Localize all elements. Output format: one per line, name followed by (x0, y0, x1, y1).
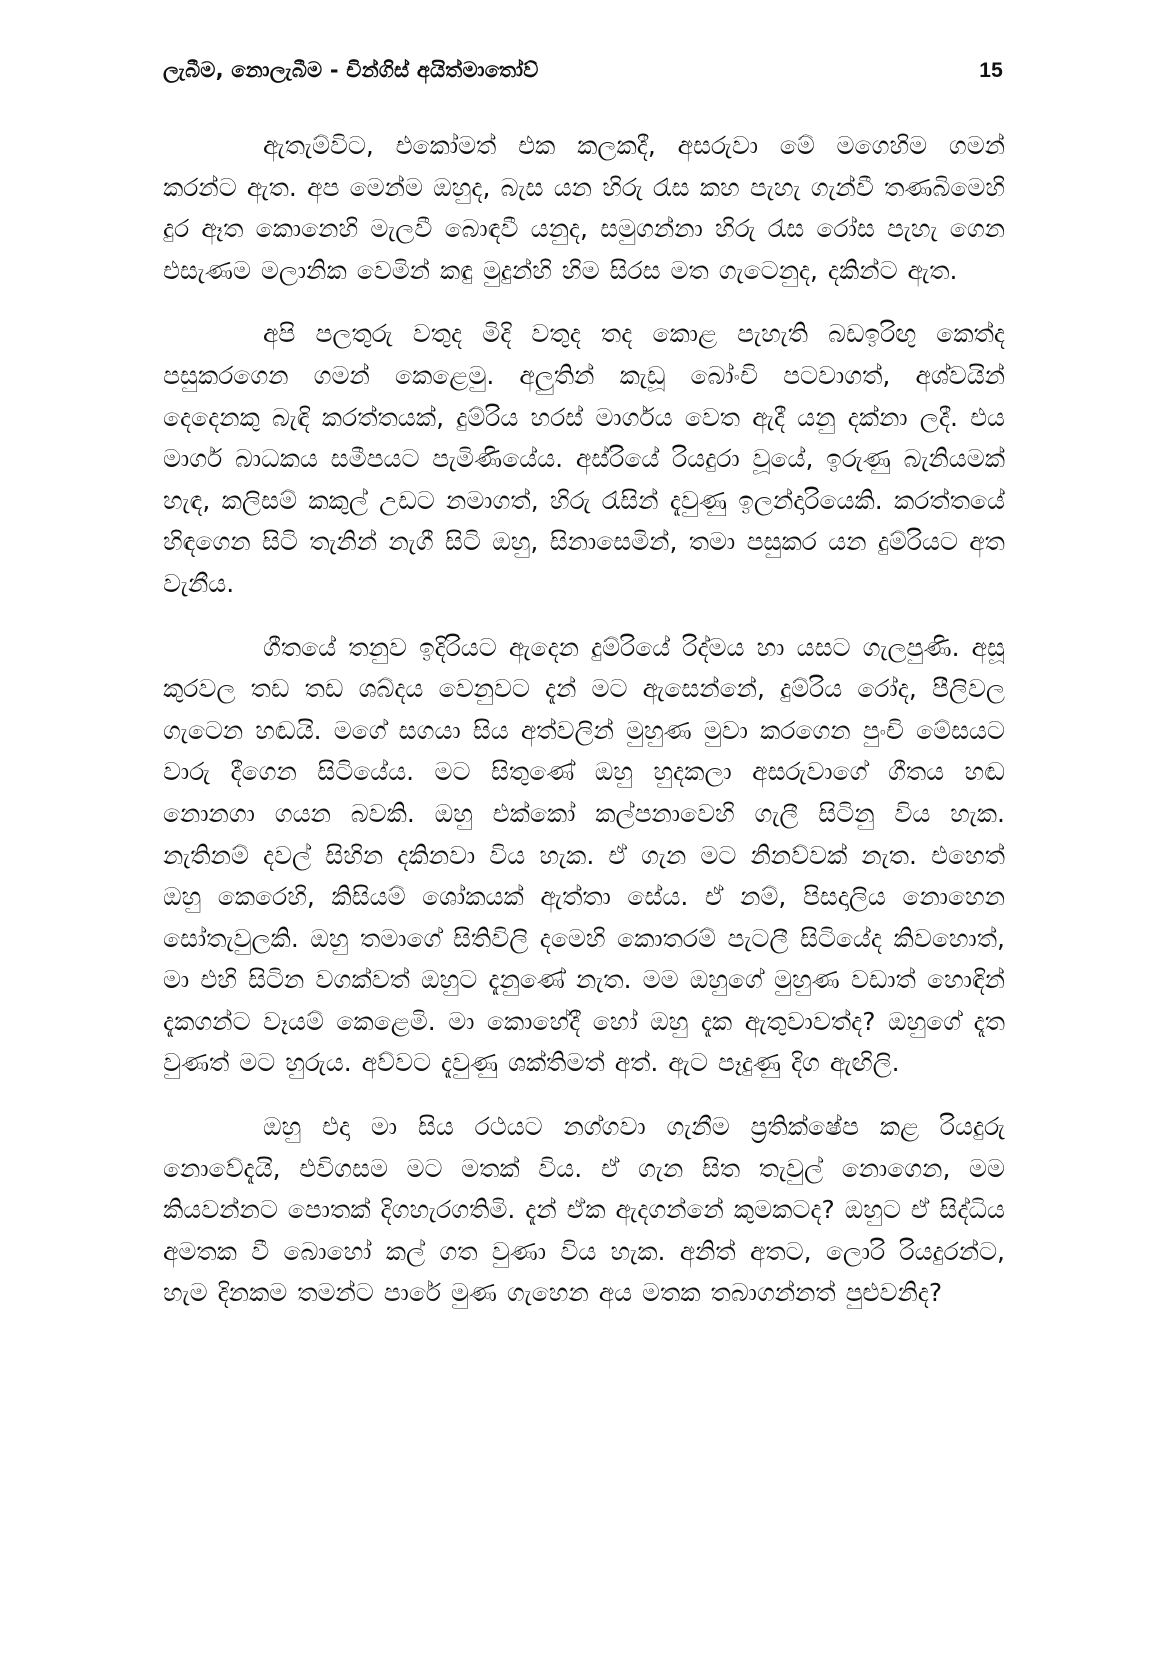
paragraph-1: ඇතැම්විට, එකෝමත් එක කලකදී, අසරුවා මේ මගෙහිම ගමන් කරන්ට ඇත. අප මෙන්ම ඔහුද, බැස යන හිරු රැස කහ පැහැ ගැන්වී තණබිමෙහි දුර ඈත කොනෙහි මැලවී බොඳවී යනුද, සමුගන්නා හිරු රැස රෝස පැහැ ගෙන එසැණම මලානික වෙමින් කඳු මුදුන්හි හිම සිරස මත ගැටෙනුද, දකින්ට ඇත. (163, 131, 1005, 285)
book-page (163, 58, 1005, 1314)
paragraph-2: අපි පලතුරු වතුද මිදි වතුද තද කොළ පැහැති බඩඉරිඟු කෙත්ද පසුකරගෙන ගමන් කෙළෙමු. අලුතින් කැඩූ බෝංචි පටවාගත්, අශ්වයින් දෙදෙනකු බැඳි කරත්තයක්, දුම්රිය හරස් මාර්ගය වෙත ඇදී යනු දක්නා ලදී. එය මාර්ග බාධකය සමීපයට පැමිණියේය. අස්රියේ රියදුරා වූයේ, ඉරුණු බැනියමක් හැඳ, කලිසම් කකුල් උඩට නමාගත්, හිරු රැසින් දැවුණු ඉලන්දාරියෙකි. කරත්තයේ හිඳගෙන සිටි තැනින් නැගී සිටි ඔහු, සිනාසෙමින්, තමා පසුකර යන දුම්රියට අත වැනීය. (163, 319, 1005, 598)
body-text (163, 125, 1005, 1314)
running-header (163, 58, 1005, 98)
paragraph-3: ගීතයේ තනුව ඉදිරියට ඇදෙන දුම්රියේ රිද්මය හා යසට ගැලපුණි. අසූ කුරවල තඩ තඩ ශබ්දය වෙනුවට දැන් මට ඇසෙන්නේ, දුම්රිය රෝද, පීලිවල ගැටෙන හඬයි. මගේ සගයා සිය අත්වලින් මුහුණ මුවා කරගෙන පුංචි මේසයට වාරු දීගෙන සිටියේය. මට සිතුණේ ඔහු හුදකලා අසරුවාගේ ගීතය හඬ නොනගා ගයන බවකි. ඔහු එක්කෝ කල්පනාවෙහි ගැලී සිටිනු විය හැක. නැතිනම් දවල් සිහින දකිනවා විය හැක. ඒ ගැන මට නිනව්වක් නැත. එහෙත් ඔහු කෙරෙහි, කිසියම් ශෝකයක් ඇත්තා සේය. ඒ නම්, පිසදාලිය නොහෙන සෝතැවුලකි. ඔහු තමාගේ සිතිවිලි දමෙහි කොතරම් පැටලී සිටියේද කිවහොත්, මා එහි සිටින වගක්වත් ඔහුට දැනුණේ නැත. මම ඔහුගේ මුහුණ වඩාත් හොඳින් දැකගන්ට වෑයම් කෙළෙමි. මා කොහේදී හෝ ඔහු දැක ඇතුවාවත්ද? ඔහුගේ දෑත වුණත් මට හුරුය. අව්වට දැවුණු ශක්තිමත් අත්. ඇට පෑදුණු දිග ඇඟිලි. (163, 632, 1005, 1078)
running-title: ලැබීම, නොලැබීම - චින්ගිස් අයිත්මාතෝව් (163, 58, 539, 82)
paragraph-4: ඔහු එදා මා සිය රථයට නග්ගවා ගැනීම ප්‍රතික්ෂේප කළ රියදුරු නොවේදැයි, එවිගසම මට මතක් විය. ඒ ගැන සිත තැවුල් නොගෙන, මම කියවන්නට පොතක් දිගහැරගතිමි. දැන් ඒක ඇදගන්නේ කුමකටද? ඔහුට ඒ සිද්ධිය අමතක වී බොහෝ කල් ගත වුණා විය හැක. අනිත් අතට, ලොරි රියදුරන්ට, හැම දිනකම තමන්ට පාරේ මුණ ගැහෙන අය මතක තබාගන්නත් පුළුවනිද? (163, 1112, 1005, 1308)
page-number: 15 (979, 59, 1003, 82)
